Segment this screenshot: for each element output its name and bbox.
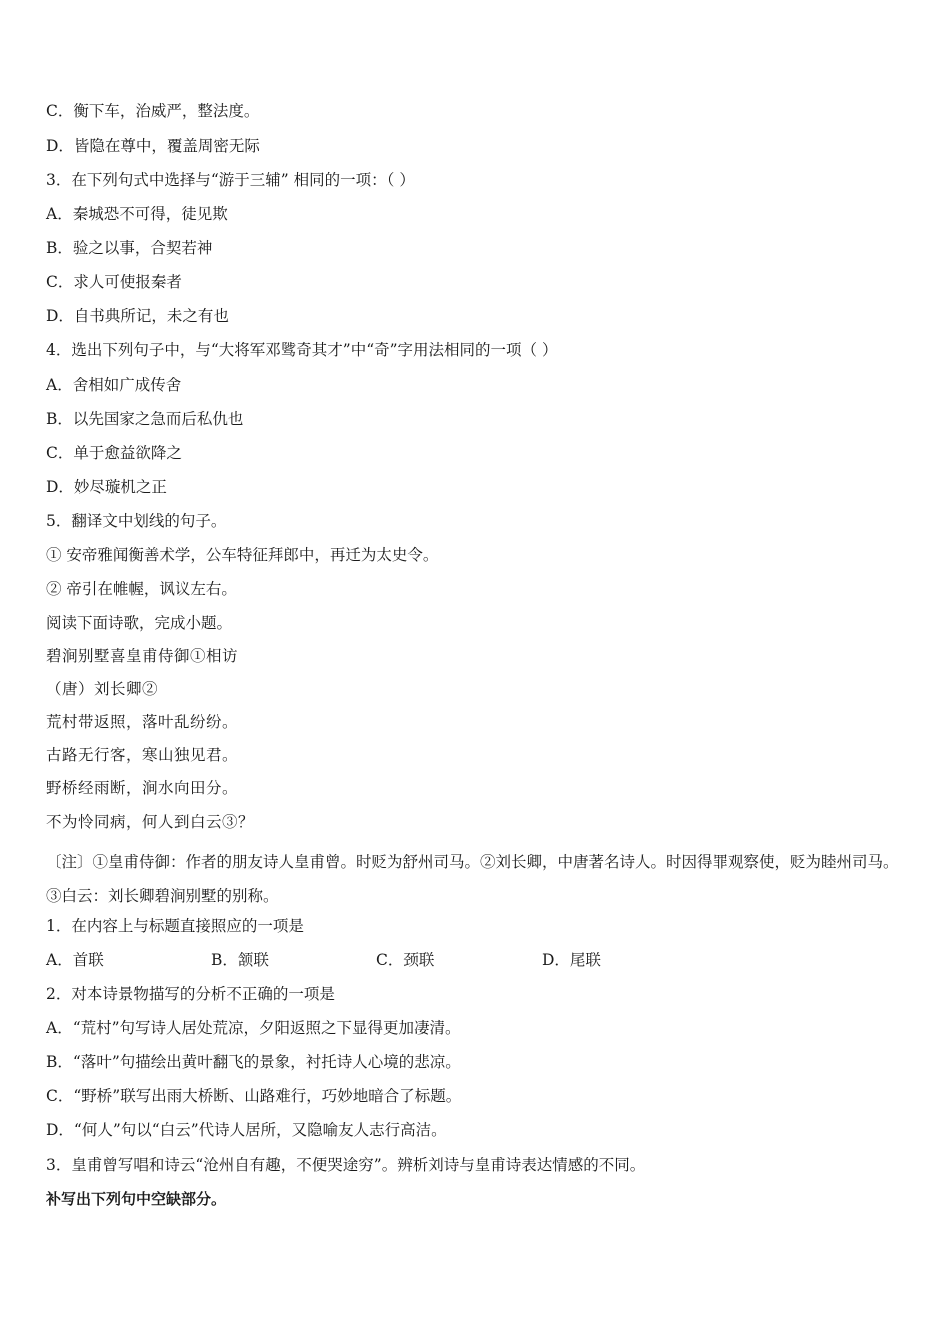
question-4-stem: 4．选出下列句子中，与“大将军邓骘奇其才”中“奇”字用法相同的一项（ ） bbox=[46, 341, 558, 359]
poem-line-2: 古路无行客，寒山独见君。 bbox=[46, 746, 239, 764]
q3-option-b: B．验之以事，合契若神 bbox=[46, 239, 213, 257]
poem-title: 碧涧别墅喜皇甫侍御①相访 bbox=[46, 647, 239, 665]
translate-sentence-1: ① 安帝雅闻衡善术学，公车特征拜郎中，再迁为太史令。 bbox=[46, 546, 439, 564]
q4-option-d: D．妙尽璇机之正 bbox=[46, 478, 167, 496]
sub-q1-option-d: D．尾联 bbox=[542, 951, 601, 969]
section-heading-fill-blanks: 补写出下列句中空缺部分。 bbox=[46, 1190, 227, 1208]
sub-q2-option-c: C．“野桥”联写出雨大桥断、山路难行，巧妙地暗合了标题。 bbox=[46, 1087, 462, 1105]
sub-q1-option-b: B．颔联 bbox=[211, 951, 269, 969]
poem-annotation: 〔注〕①皇甫侍御：作者的朋友诗人皇甫曾。时贬为舒州司马。②刘长卿，中唐著名诗人。时因得罪观察使，贬为睦州司马。③白云：刘长卿碧涧别墅的别称。 bbox=[46, 853, 899, 905]
q3-option-d: D．自书典所记，未之有也 bbox=[46, 307, 229, 325]
poem-line-4: 不为怜同病，何人到白云③？ bbox=[46, 813, 255, 831]
q3-option-c: C．求人可使报秦者 bbox=[46, 273, 182, 291]
sub-q2-option-d: D．“何人”句以“白云”代诗人居所，又隐喻友人志行高洁。 bbox=[46, 1121, 447, 1139]
q4-option-b: B．以先国家之急而后私仇也 bbox=[46, 410, 244, 428]
reading-instruction: 阅读下面诗歌，完成小题。 bbox=[46, 614, 233, 632]
sub-question-3: 3．皇甫曾写唱和诗云“沧州自有趣，不便哭途穷”。辨析刘诗与皇甫诗表达情感的不同。 bbox=[46, 1156, 646, 1174]
sub-q2-option-b: B．“落叶”句描绘出黄叶翻飞的景象，衬托诗人心境的悲凉。 bbox=[46, 1053, 461, 1071]
q4-option-c: C．单于愈益欲降之 bbox=[46, 444, 182, 462]
sub-question-1: 1．在内容上与标题直接照应的一项是 bbox=[46, 917, 304, 935]
sub-q2-option-a: A．“荒村”句写诗人居处荒凉，夕阳返照之下显得更加凄清。 bbox=[46, 1019, 461, 1037]
question-3-stem: 3．在下列句式中选择与“游于三辅” 相同的一项：（ ） bbox=[46, 171, 415, 189]
option-c-line: C．衡下车，治威严，整法度。 bbox=[46, 102, 260, 120]
sub-question-2: 2．对本诗景物描写的分析不正确的一项是 bbox=[46, 985, 335, 1003]
q3-option-a: A．秦城恐不可得，徒见欺 bbox=[46, 205, 228, 223]
poem-author: （唐）刘长卿② bbox=[46, 680, 159, 698]
q4-option-a: A．舍相如广成传舍 bbox=[46, 376, 182, 394]
translate-sentence-2: ② 帝引在帷幄，讽议左右。 bbox=[46, 580, 237, 598]
sub-q1-option-c: C．颈联 bbox=[376, 951, 435, 969]
poem-line-3: 野桥经雨断，涧水向田分。 bbox=[46, 779, 239, 797]
sub-q1-option-a: A．首联 bbox=[46, 951, 104, 969]
option-d-line: D．皆隐在尊中，覆盖周密无际 bbox=[46, 137, 260, 155]
question-5-stem: 5．翻译文中划线的句子。 bbox=[46, 512, 227, 530]
poem-line-1: 荒村带返照，落叶乱纷纷。 bbox=[46, 713, 239, 731]
